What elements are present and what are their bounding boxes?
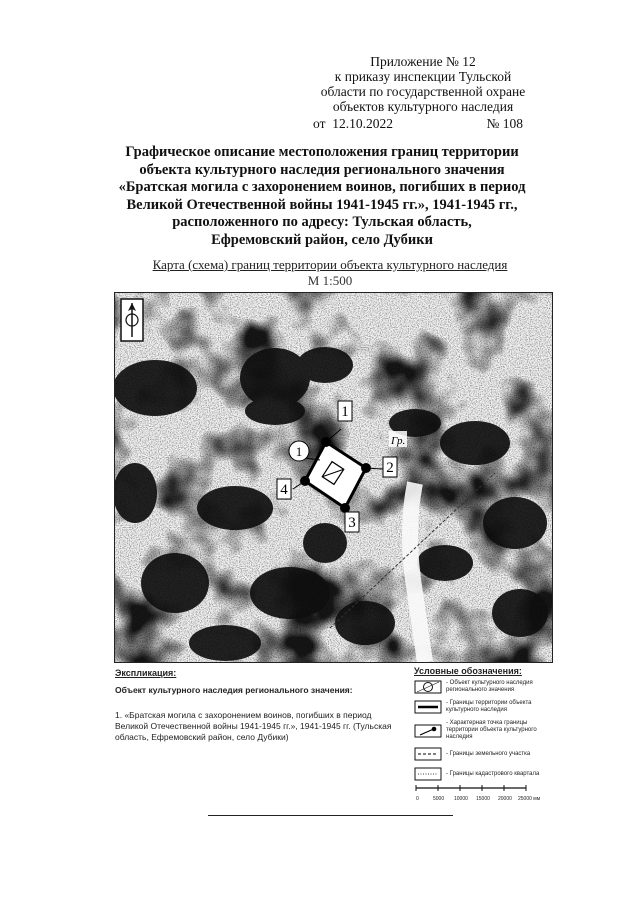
scale-tick-label: 20000 [498, 796, 512, 802]
title-line-6: Ефремовский район, село Дубики [211, 231, 433, 248]
title-line-3: «Братская могила с захоронением воинов, погибших в период [118, 179, 526, 195]
document-title [92, 144, 552, 249]
heritage-object-icon [414, 680, 442, 694]
legend-text: - Характерная точка границы территории объекта культурного наследия [446, 720, 537, 740]
scale-bar [414, 782, 554, 809]
scale-tick-label: 25000 мм [518, 796, 541, 802]
order-number: № 108 [486, 116, 523, 131]
point-label-4: 4 [280, 482, 288, 498]
object-number-label: 1 [295, 444, 303, 459]
legend-text: - Границы земельного участка [446, 750, 531, 757]
appendix-header [298, 54, 548, 114]
title-line-1: Графическое описание местоположения границ территории [125, 144, 519, 160]
legend-item [414, 700, 554, 714]
explication [115, 668, 400, 743]
map-image [115, 293, 552, 662]
order-date-prefix: от [313, 116, 326, 131]
order-date-line [313, 116, 523, 132]
cadastral-quarter-icon [414, 767, 442, 781]
point-label-3: 3 [348, 515, 356, 531]
boundary-point-icon [414, 724, 442, 738]
legend-item [414, 680, 554, 694]
appendix-line-2: к приказу инспекции Тульской [334, 69, 512, 84]
point-label-1: 1 [341, 404, 349, 420]
parcel-label: Гр. [391, 435, 406, 447]
appendix-line-4: объектов культурного наследия [332, 99, 514, 114]
title-line-5: расположенного по адресу: Тульская область, [172, 214, 472, 230]
scale-tick-label: 10000 [454, 796, 468, 802]
scale-tick-label: 0 [416, 796, 419, 802]
explication-item: 1. «Братская могила с захоронением воинов, погибших в период Великой Отечественной войны 1941-1945 гг.», 1941-1945 гг. (Тульская область, Ефремовский район, село Дубики) [115, 710, 392, 742]
legend-text: - Границы территории объекта культурного наследия [446, 700, 532, 713]
map-caption: Карта (схема) границ территории объекта культурного наследия [152, 257, 508, 272]
land-parcel-icon [414, 747, 442, 761]
explication-heading: Экспликация: [115, 668, 177, 678]
title-line-2: объекта культурного наследия регионального значения [139, 161, 505, 178]
legend-item [414, 767, 554, 781]
explication-subheading: Объект культурного наследия регионального значения: [115, 685, 353, 695]
scale-tick-label: 15000 [476, 796, 490, 802]
footer-rule [208, 815, 453, 816]
territory-boundary-icon [414, 700, 442, 714]
legend-heading: Условные обозначения: [414, 666, 522, 676]
legend [414, 668, 554, 787]
legend-item [414, 747, 554, 761]
legend-text: - Объект культурного наследия регионального значения [446, 680, 533, 693]
legend-item [414, 720, 554, 741]
title-line-4: Великой Отечественной войны 1941-1945 гг.», 1941-1945 гг., [126, 196, 518, 213]
order-date-group [313, 116, 393, 132]
appendix-line-3: области по государственной охране [320, 84, 526, 99]
map-scale: М 1:500 [307, 273, 353, 288]
legend-text: - Границы кадастрового квартала [446, 770, 540, 777]
appendix-line-1: Приложение № 12 [370, 54, 476, 69]
point-label-2: 2 [386, 460, 394, 476]
order-date: 12.10.2022 [332, 116, 393, 131]
scale-tick-label: 5000 [433, 796, 445, 802]
map-scheme [114, 292, 553, 663]
scale-bar-graphic [414, 782, 554, 804]
